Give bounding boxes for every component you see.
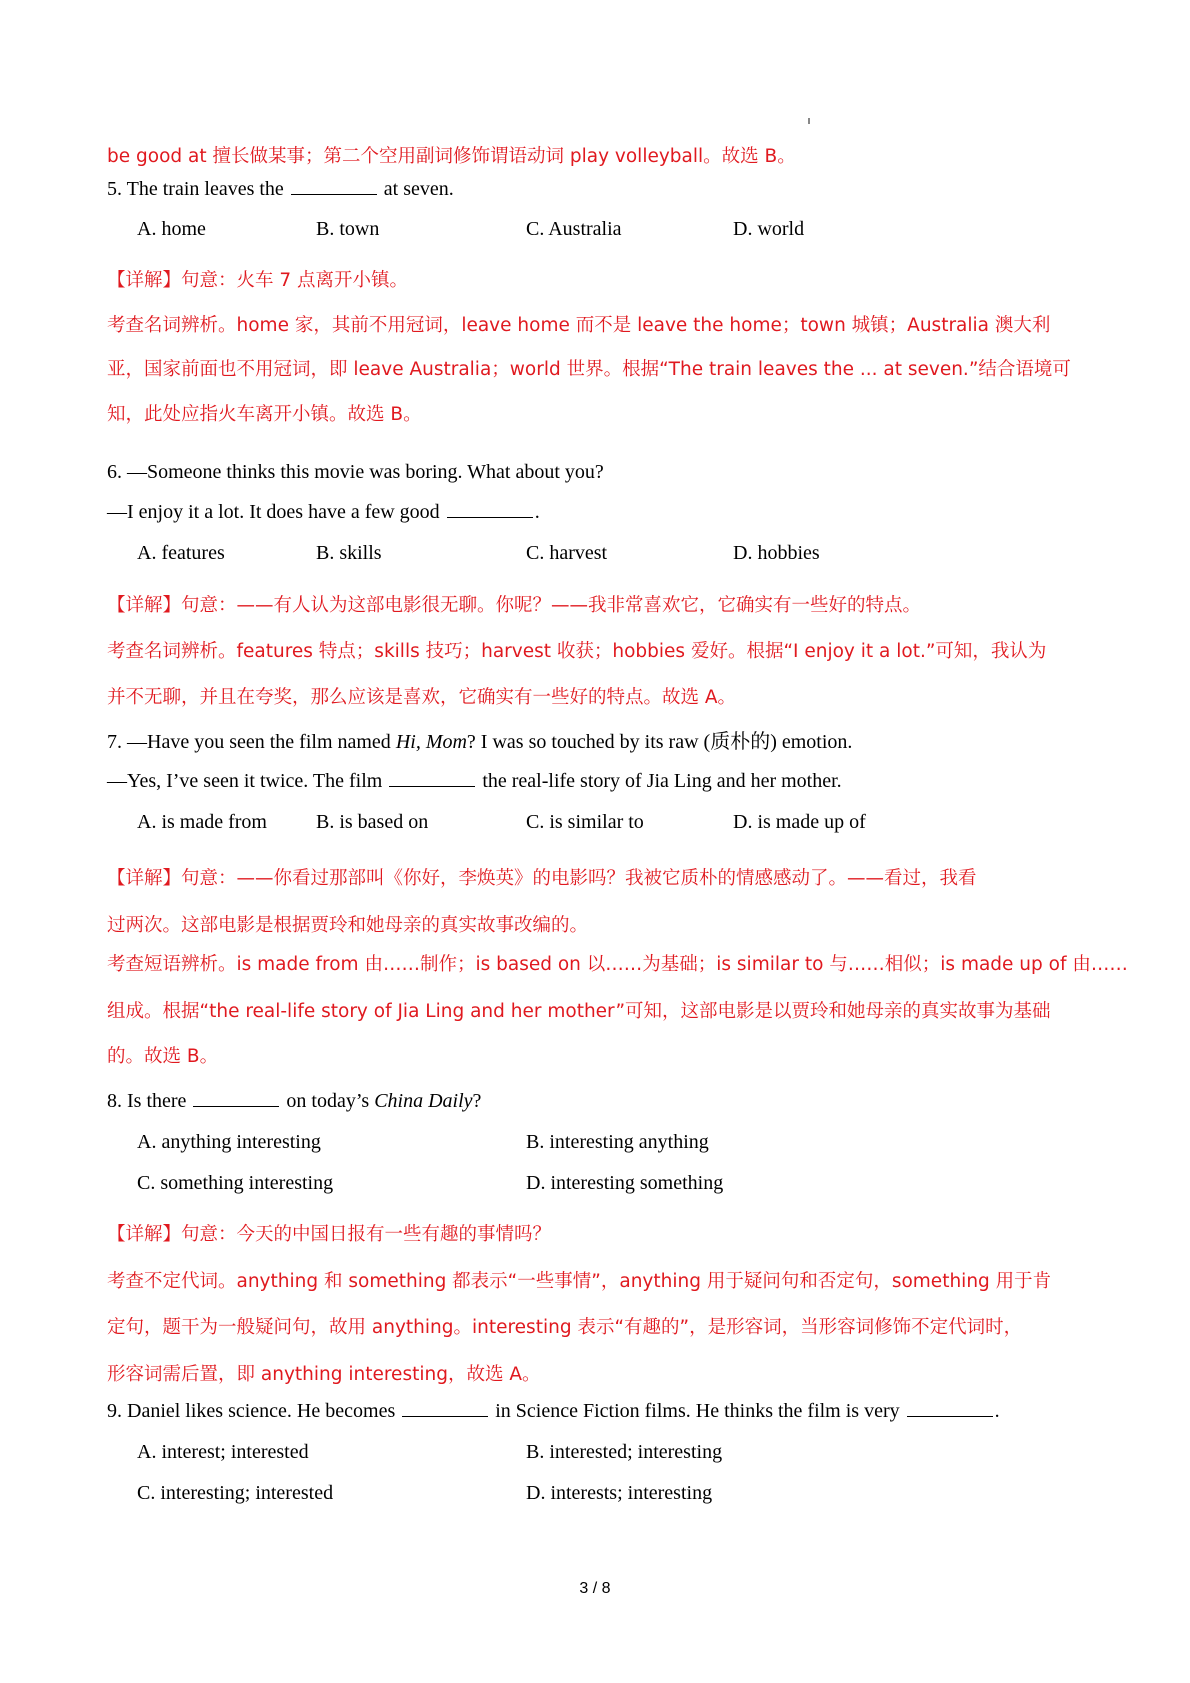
answer-blank bbox=[447, 501, 533, 518]
question-text: 8. Is there bbox=[107, 1090, 192, 1112]
analysis-line: 考查名词辨析。home 家，其前不用冠词，leave home 而不是 leave the home；town 城镇；Australia 澳大利 bbox=[107, 315, 1051, 336]
question-9 bbox=[107, 1400, 1000, 1423]
option-c: C. is similar to bbox=[526, 811, 644, 833]
question-5 bbox=[107, 178, 454, 201]
option-d: D. world bbox=[733, 218, 805, 240]
option-a: A. features bbox=[137, 542, 225, 564]
option-c: C. interesting; interested bbox=[137, 1482, 334, 1504]
question-text: . bbox=[994, 1400, 1000, 1422]
question-text: the real-life story of Jia Ling and her mother. bbox=[477, 770, 842, 792]
analysis-line: 亚，国家前面也不用冠词，即 leave Australia；world 世界。根据“The train leaves the ... at seven.”结合语境可 bbox=[107, 359, 1071, 380]
analysis-line: 考查短语辨析。is made from 由……制作；is based on 以……为基础；is similar to 与……相似；is made up of 由…… bbox=[107, 954, 1128, 975]
analysis-line: 考查名词辨析。features 特点；skills 技巧；harvest 收获；hobbies 爱好。根据“I enjoy it a lot.”可知，我认为 bbox=[107, 641, 1047, 662]
option-b: B. is based on bbox=[316, 811, 429, 833]
question-text: —Yes, I’ve seen it twice. The film bbox=[107, 770, 388, 792]
option-d: D. hobbies bbox=[733, 542, 820, 564]
question-text: 9. Daniel likes science. He becomes bbox=[107, 1400, 401, 1422]
answer-blank bbox=[907, 1400, 993, 1417]
option-c: C. Australia bbox=[526, 218, 622, 240]
question-text: 5. The train leaves the bbox=[107, 178, 289, 200]
film-title: Hi, Mom bbox=[395, 731, 467, 753]
answer-blank bbox=[402, 1400, 488, 1417]
analysis-line: 定句，题干为一般疑问句，故用 anything。interesting 表示“有趣的”，是形容词，当形容词修饰不定代词时， bbox=[107, 1317, 1023, 1338]
analysis-line: 考查不定代词。anything 和 something 都表示“一些事情”，anything 用于疑问句和否定句，something 用于肯 bbox=[107, 1271, 1052, 1292]
analysis-line: 组成。根据“the real-life story of Jia Ling and her mother”可知，这部电影是以贾玲和她母亲的真实故事为基础 bbox=[107, 1001, 1051, 1022]
question-6: 6. —Someone thinks this movie was boring. What about you? bbox=[107, 461, 604, 483]
option-a: A. anything interesting bbox=[137, 1131, 321, 1153]
question-text: on today’s bbox=[281, 1090, 375, 1112]
analysis-line: 并不无聊，并且在夸奖，那么应该是喜欢，它确实有一些好的特点。故选 A。 bbox=[107, 687, 737, 708]
question-text: at seven. bbox=[378, 178, 454, 200]
option-a: A. interest; interested bbox=[137, 1441, 309, 1463]
explanation-heading: 【详解】句意：今天的中国日报有一些有趣的事情吗？ bbox=[107, 1224, 552, 1245]
analysis-line: be good at 擅长做某事；第二个空用副词修饰谓语动词 play volleyball。故选 B。 bbox=[107, 146, 796, 167]
newspaper-title: China Daily bbox=[374, 1090, 473, 1112]
option-c: C. something interesting bbox=[137, 1172, 334, 1194]
option-b: B. interested; interesting bbox=[526, 1441, 723, 1463]
question-7 bbox=[107, 725, 852, 754]
question-text: ? bbox=[472, 1090, 482, 1112]
question-8 bbox=[107, 1090, 481, 1113]
answer-blank bbox=[389, 770, 475, 787]
question-text: in Science Fiction films. He thinks the film is very bbox=[490, 1400, 905, 1422]
option-d: D. interesting something bbox=[526, 1172, 724, 1194]
question-text: ? I was so touched by its raw (质朴的) emotion. bbox=[466, 731, 853, 753]
analysis-line: 过两次。这部电影是根据贾玲和她母亲的真实故事改编的。 bbox=[107, 915, 589, 936]
page-number: 3 / 8 bbox=[579, 1580, 611, 1597]
question-text: 7. —Have you seen the film named bbox=[107, 731, 396, 753]
option-b: B. skills bbox=[316, 542, 382, 564]
header-mark bbox=[808, 118, 810, 124]
question-text: —I enjoy it a lot. It does have a few good bbox=[107, 501, 445, 523]
option-d: D. is made up of bbox=[733, 811, 866, 833]
option-d: D. interests; interesting bbox=[526, 1482, 713, 1504]
option-a: A. is made from bbox=[137, 811, 267, 833]
explanation-heading: 【详解】句意：——你看过那部叫《你好，李焕英》的电影吗？我被它质朴的情感感动了。——看过，我看 bbox=[107, 868, 977, 889]
analysis-line: 知，此处应指火车离开小镇。故选 B。 bbox=[107, 404, 422, 425]
answer-blank bbox=[193, 1090, 279, 1107]
option-b: B. interesting anything bbox=[526, 1131, 709, 1153]
analysis-line: 形容词需后置，即 anything interesting，故选 A。 bbox=[107, 1364, 541, 1385]
answer-blank bbox=[291, 178, 377, 195]
option-b: B. town bbox=[316, 218, 380, 240]
explanation-heading: 【详解】句意：——有人认为这部电影很无聊。你呢？——我非常喜欢它，它确实有一些好的特点。 bbox=[107, 595, 922, 616]
question-7-reply bbox=[107, 770, 842, 793]
question-6-reply bbox=[107, 501, 540, 524]
analysis-line: 的。故选 B。 bbox=[107, 1046, 219, 1067]
option-c: C. harvest bbox=[526, 542, 608, 564]
option-a: A. home bbox=[137, 218, 206, 240]
question-text: . bbox=[534, 501, 540, 523]
explanation-heading: 【详解】句意：火车 7 点离开小镇。 bbox=[107, 270, 409, 291]
